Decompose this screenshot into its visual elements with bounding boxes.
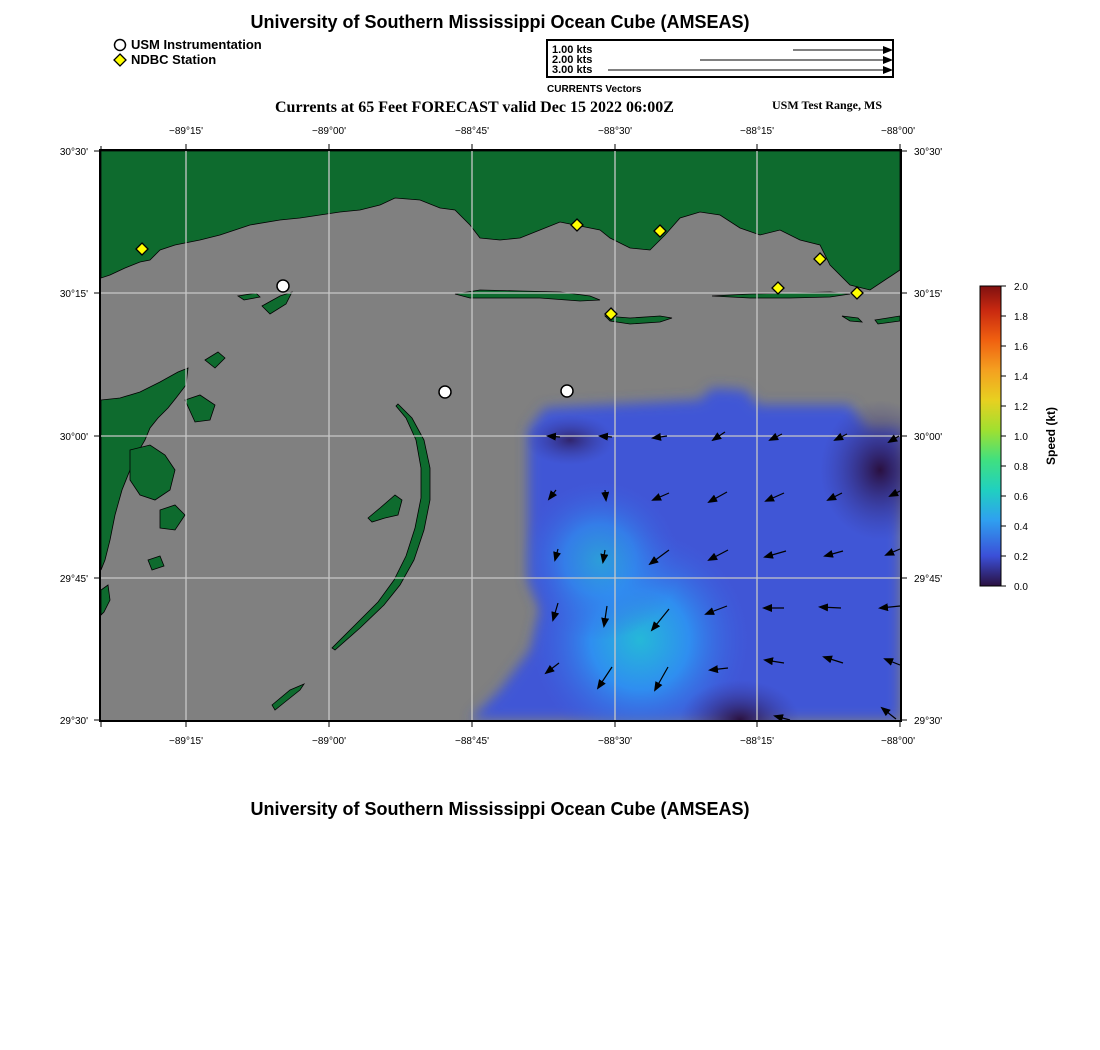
lon-label-top: −88°00' [881, 126, 915, 137]
colorbar-tick: 2.0 [1014, 282, 1028, 293]
usm-instrument-marker [277, 280, 289, 292]
current-speed-field [470, 388, 943, 760]
lat-label-right: 29°30' [914, 716, 943, 727]
vector-scale-3: 3.00 kts [552, 64, 593, 76]
lat-label-left: 30°00' [59, 432, 88, 443]
lon-label-bottom: −88°15' [740, 736, 774, 747]
page-title: University of Southern Mississippi Ocean Cube (AMSEAS) [250, 12, 750, 32]
region-label: USM Test Range, MS [772, 98, 883, 112]
colorbar-label: Speed (kt) [1044, 406, 1058, 466]
usm-instrument-marker [561, 385, 573, 397]
lon-label-top: −88°45' [455, 126, 489, 137]
lat-label-left: 29°30' [59, 716, 88, 727]
lat-label-left: 30°30' [59, 147, 88, 158]
lon-label-top: −89°00' [312, 126, 346, 137]
vector-caption: CURRENTS Vectors [547, 84, 642, 95]
colorbar-tick: 1.0 [1014, 432, 1028, 443]
lat-label-right: 30°00' [914, 432, 943, 443]
footer-title: University of Southern Mississippi Ocean Cube (AMSEAS) [250, 799, 750, 819]
map-subtitle: Currents at 65 Feet FORECAST valid Dec 15 2022 06:00Z [275, 99, 674, 116]
lon-label-bottom: −88°45' [455, 736, 489, 747]
colorbar-tick: 1.2 [1014, 402, 1028, 413]
lat-label-right: 30°15' [914, 289, 943, 300]
lon-label-bottom: −88°30' [598, 736, 632, 747]
colorbar-tick: 1.8 [1014, 312, 1028, 323]
lon-label-bottom: −88°00' [881, 736, 915, 747]
colorbar-tick: 0.8 [1014, 462, 1028, 473]
vector-scale-2: 2.00 kts [552, 54, 593, 66]
lat-label-left: 29°45' [59, 574, 88, 585]
colorbar-tick: 0.2 [1014, 552, 1028, 563]
colorbar-tick: 0.4 [1014, 522, 1028, 533]
lat-label-left: 30°15' [59, 289, 88, 300]
legend-usm-label: USM Instrumentation [131, 37, 262, 52]
lon-label-bottom: −89°15' [169, 736, 203, 747]
lon-label-top: −89°15' [169, 126, 203, 137]
colorbar-tick: 1.4 [1014, 372, 1028, 383]
colorbar-tick: 1.6 [1014, 342, 1028, 353]
lat-label-right: 29°45' [914, 574, 943, 585]
lat-label-right: 30°30' [914, 147, 943, 158]
colorbar-tick: 0.0 [1014, 582, 1028, 593]
lon-label-top: −88°30' [598, 126, 632, 137]
speed-colorbar [980, 282, 1058, 593]
lon-label-top: −88°15' [740, 126, 774, 137]
usm-instrument-marker [439, 386, 451, 398]
legend-ndbc-label: NDBC Station [131, 52, 217, 67]
vector-scale-1: 1.00 kts [552, 44, 593, 56]
lon-label-bottom: −89°00' [312, 736, 346, 747]
colorbar-tick: 0.6 [1014, 492, 1028, 503]
